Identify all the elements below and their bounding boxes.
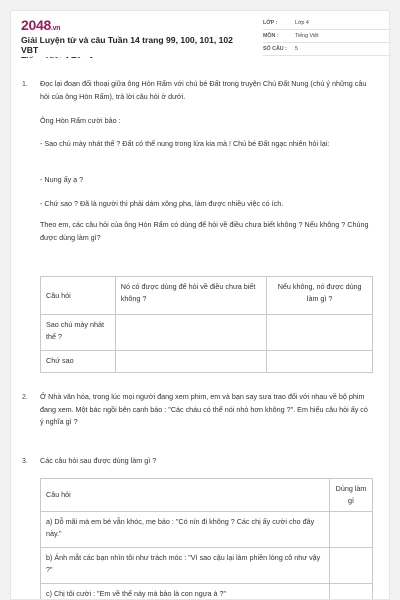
table-cell-question: Chứ sao — [41, 351, 116, 373]
question-2-text: Ở Nhà văn hóa, trong lúc mọi người đang xem phim, em và bạn say sưa trao đổi với nhau về bộ phim đang xem. Một bác ngồi bên cạnh bảo : "Các cháu có thể nói nhỏ hơn không ?". Em hiểu câu hỏi ấy có ý nghĩa gì ? — [40, 392, 368, 426]
question-1-question: Theo em, các câu hỏi của ông Hòn Rấm có dùng để hỏi về điều chưa biết không ? Nếu không ? Chúng được dùng làm gì? — [40, 220, 369, 242]
table-cell-answer[interactable] — [267, 351, 373, 373]
table-cell-question: Sao chú mày nhát thế ? — [41, 315, 116, 351]
question-1-dialogue-2: - Nung ấy ạ ? — [40, 175, 84, 184]
table-header-row — [41, 479, 373, 512]
meta-row-grade — [263, 17, 391, 30]
logo-text: 2048 — [21, 17, 51, 33]
question-3-table — [40, 478, 373, 600]
question-1-dialogue-3: - Chứ sao ? Đã là người thì phải dám xông pha, làm được nhiều việc có ích. — [40, 199, 284, 208]
table-cell-answer[interactable] — [330, 548, 373, 584]
meta-value: Tiếng Việt — [295, 33, 319, 39]
document-meta — [263, 17, 391, 56]
table-cell-answer[interactable] — [267, 315, 373, 351]
table-cell-question: c) Chị tôi cười : "Em về thế này mà bảo là con ngựa à ?" — [41, 584, 330, 600]
table-header-cell: Nó có được dùng để hỏi về điều chưa biết không ? — [115, 277, 267, 315]
table-header-cell: Dùng làm gì — [330, 479, 373, 512]
title-line-1: Giải Luyện từ và câu Tuần 14 trang 99, 100, 101, 102 VBT — [21, 35, 233, 56]
question-1-number: 1. — [22, 81, 28, 88]
logo-suffix: .vn — [50, 25, 61, 32]
table-cell-question: a) Dỗ mãi mà em bé vẫn khóc, mẹ bảo : "Có nín đi không ? Các chị ấy cười cho đây này." — [41, 512, 330, 548]
table-row — [41, 512, 373, 548]
question-3-number: 3. — [22, 458, 28, 465]
meta-key: MÔN : — [263, 33, 279, 39]
meta-value: Lớp 4 — [295, 20, 309, 26]
table-header-cell: Câu hỏi — [41, 479, 330, 512]
table-header-cell: Câu hỏi — [41, 277, 116, 315]
meta-value: 5 — [295, 46, 298, 52]
meta-key: LỚP : — [263, 20, 278, 26]
table-cell-answer[interactable] — [330, 512, 373, 548]
table-cell-answer[interactable] — [115, 351, 267, 373]
site-logo[interactable] — [21, 17, 60, 33]
meta-row-subject — [263, 30, 391, 43]
table-row — [41, 315, 373, 351]
table-cell-answer[interactable] — [115, 315, 267, 351]
question-1-prompt: Đọc lại đoạn đối thoại giữa ông Hòn Rấm với chú bé Đất trong truyện Chú Đất Nung (chú ý những câu hỏi của ông Hòn Rấm), trả lời câu hỏi ở dưới. — [40, 79, 367, 101]
table-header-row — [41, 277, 373, 315]
document-body — [10, 58, 390, 600]
question-1-quote-intro: Ông Hòn Rấm cười bảo : — [40, 116, 121, 125]
document-header — [10, 10, 390, 58]
question-2-number: 2. — [22, 394, 28, 401]
table-row — [41, 351, 373, 373]
table-header-cell: Nếu không, nó được dùng làm gì ? — [267, 277, 373, 315]
table-cell-answer[interactable] — [330, 584, 373, 600]
table-row — [41, 548, 373, 584]
table-cell-question: b) Ánh mắt các bạn nhìn tôi như trách móc : "Vì sao cậu lại làm phiền lòng cô như vậy ?" — [41, 548, 330, 584]
table-row — [41, 584, 373, 600]
meta-row-count — [263, 43, 391, 56]
question-3-text: Các câu hỏi sau được dùng làm gì ? — [40, 456, 157, 465]
question-1-dialogue-1: - Sao chú mày nhát thế ? Đất có thể nung trong lửa kia mà ! Chú bé Đất ngạc nhiên hỏi lại: — [40, 139, 330, 148]
meta-key: SỐ CÂU : — [263, 46, 287, 52]
question-1-table — [40, 276, 373, 373]
